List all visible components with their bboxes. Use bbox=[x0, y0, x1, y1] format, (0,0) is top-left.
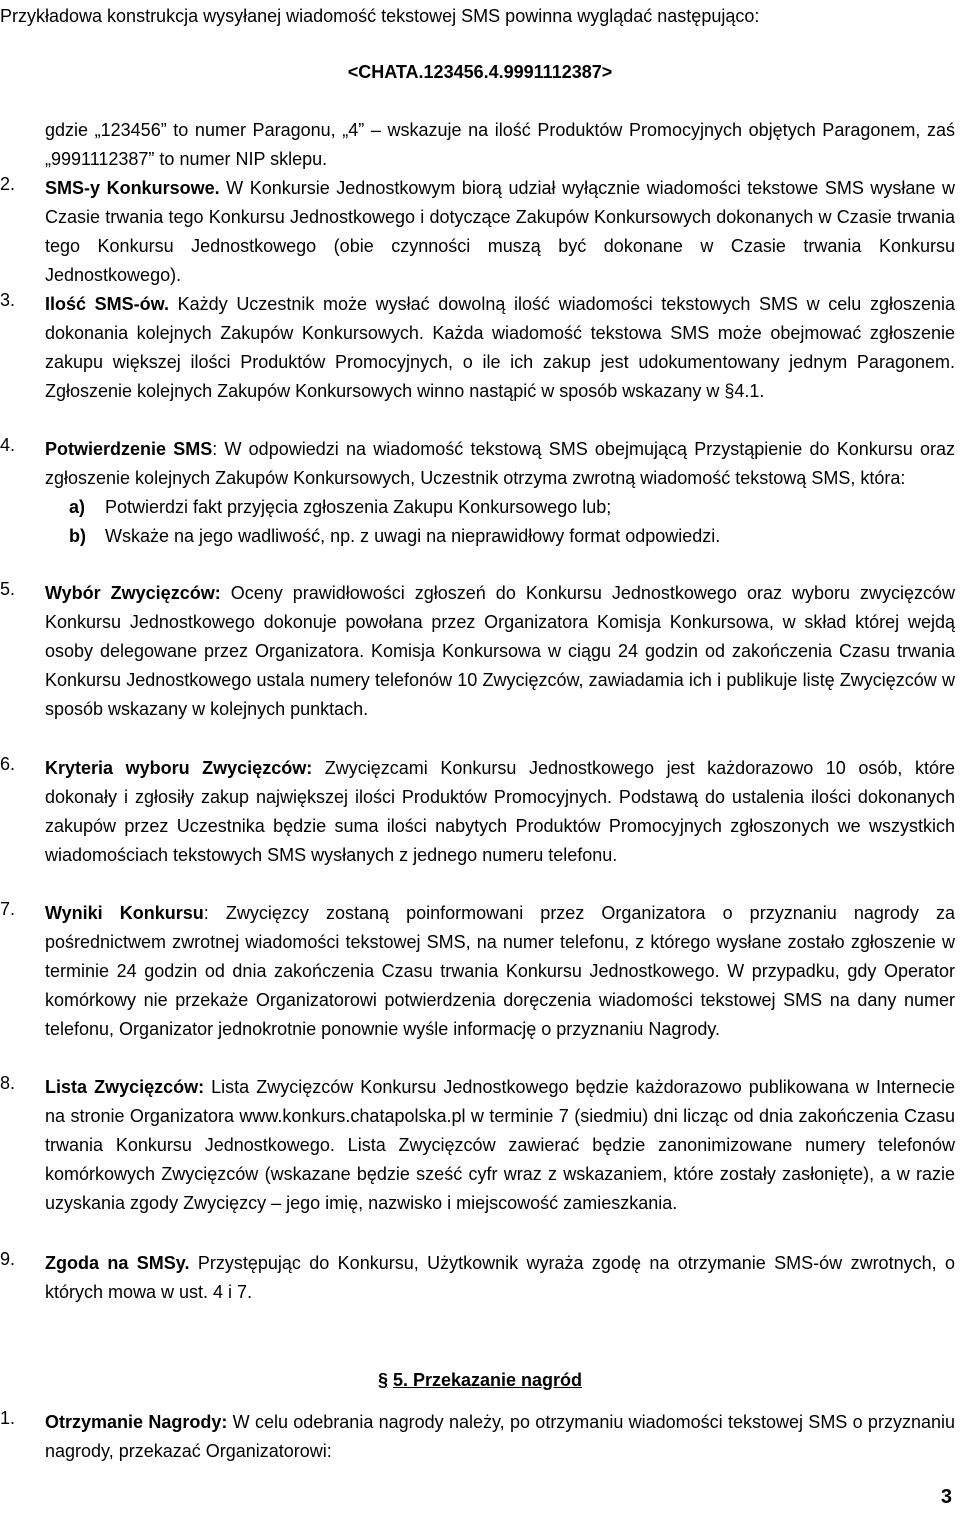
item-number: 3. bbox=[0, 290, 16, 310]
sub-item-letter: a) bbox=[69, 497, 86, 517]
item-title: Otrzymanie Nagrody: bbox=[45, 1412, 228, 1432]
example-explanation: gdzie „123456” to numer Paragonu, „4” – wskazuje na ilość Produktów Promocyjnych objętych Paragonem, zaś „9991112387” to numer NIP sklepu. bbox=[45, 120, 955, 169]
item-number: 2. bbox=[0, 174, 16, 194]
list-item bbox=[0, 435, 955, 551]
item-title: Potwierdzenie SMS bbox=[45, 439, 213, 459]
list-item bbox=[0, 899, 955, 1044]
item-text: Zwycięzcami Konkursu Jednostkowego jest każdorazowo 10 osób, które dokonały i zgłosiły zakup największej ilości Produktów Promocyjnych. Podstawą do ustalenia ilości dokonanych zakupów przez Uczestnika będzie suma ilości nabytych Produktów Promocyjnych zgłoszonych we wszystkich wiadomościach tekstowych SMS wysłanych z jednego numeru telefonu. bbox=[45, 758, 955, 865]
list-item bbox=[0, 579, 955, 724]
item-title: SMS-y Konkursowe. bbox=[45, 178, 220, 198]
section-heading bbox=[0, 1366, 960, 1395]
item-number: 1. bbox=[0, 1408, 16, 1428]
list-item bbox=[0, 1408, 955, 1466]
item-text: Każdy Uczestnik może wysłać dowolną ilość wiadomości tekstowych SMS w celu zgłoszenia dokonania kolejnych Zakupów Konkursowych. Każda wiadomość tekstowa SMS może obejmować zgłoszenie zakupu większej ilości Produktów Promocyjnych, o ile ich zakup jest udokumentowany jednym Paragonem. Zgłoszenie kolejnych Zakupów Konkursowych winno nastąpić w sposób wskazany w §4.1. bbox=[45, 294, 955, 401]
item-number: 6. bbox=[0, 754, 16, 774]
item-text: Przystępując do Konkursu, Użytkownik wyraża zgodę na otrzymanie SMS-ów zwrotnych, o których mowa w ust. 4 i 7. bbox=[45, 1253, 955, 1302]
list-item bbox=[0, 1073, 955, 1218]
sub-item bbox=[69, 522, 955, 551]
item-number: 7. bbox=[0, 899, 16, 919]
item-number: 4. bbox=[0, 435, 16, 455]
section-symbol: § bbox=[377, 1370, 388, 1390]
sub-item bbox=[69, 493, 955, 522]
section-title: 5. Przekazanie nagród bbox=[392, 1370, 583, 1390]
item-text: W celu odebrania nagrody należy, po otrzymaniu wiadomości tekstowej SMS o przyznaniu nagrody, przekazać Organizatorowi: bbox=[45, 1412, 955, 1461]
list-item bbox=[0, 754, 955, 870]
item-number: 9. bbox=[0, 1249, 16, 1269]
item-title: Zgoda na SMSy. bbox=[45, 1253, 190, 1273]
item-number: 5. bbox=[0, 579, 16, 599]
page-number: 3 bbox=[940, 1486, 952, 1508]
list-item bbox=[0, 290, 955, 406]
item-title: Lista Zwycięzców: bbox=[45, 1077, 205, 1097]
sub-item-text: Wskaże na jego wadliwość, np. z uwagi na nieprawidłowy format odpowiedzi. bbox=[105, 526, 721, 546]
intro-paragraph: Przykładowa konstrukcja wysyłanej wiadomość tekstowej SMS powinna wyglądać następująco: bbox=[0, 6, 760, 26]
item-text: W Konkursie Jednostkowym biorą udział wyłącznie wiadomości tekstowe SMS wysłane w Czasie trwania tego Konkursu Jednostkowego i dotyczące Zakupów Konkursowych dokonanych w Czasie trwania tego Konkursu Jednostkowego (obie czynności muszą być dokonane w Czasie trwania Konkursu Jednostkowego). bbox=[45, 178, 956, 285]
item-title: Wybór Zwycięzców: bbox=[45, 583, 221, 603]
item-title: Ilość SMS-ów. bbox=[45, 294, 169, 314]
sub-item-letter: b) bbox=[69, 526, 86, 546]
sms-format-example: <CHATA.123456.4.9991112387> bbox=[347, 62, 613, 82]
item-text: : W odpowiedzi na wiadomość tekstową SMS obejmującą Przystąpienie do Konkursu oraz zgłoszenie kolejnych Zakupów Konkursowych, Uczestnik otrzyma zwrotną wiadomość tekstową SMS, która: bbox=[45, 439, 955, 488]
list-item bbox=[0, 1249, 955, 1307]
item-text: Oceny prawidłowości zgłoszeń do Konkursu Jednostkowego oraz wyboru zwycięzców Konkursu Jednostkowego dokonuje powołana przez Organizatora Komisja Konkursowa, w skład której wejdą osoby delegowane przez Organizatora. Komisja Konkursowa w ciągu 24 godzin od zakończenia Czasu trwania Konkursu Jednostkowego ustala numery telefonów 10 Zwycięzców, zawiadamia ich i publikuje listę Zwycięzców w sposób wskazany w kolejnych punktach. bbox=[45, 583, 956, 719]
item-title: Wyniki Konkursu bbox=[45, 903, 204, 923]
item-text: Lista Zwycięzców Konkursu Jednostkowego będzie każdorazowo publikowana w Internecie na stronie Organizatora www.konkurs.chatapolska.pl w terminie 7 (siedmiu) dni licząc od dnia zakończenia Czasu trwania Konkursu Jednostkowego. Lista Zwycięzców zawierać będzie zanonimizowane numery telefonów komórkowych Zwycięzców (wskazane będzie sześć cyfr wraz z wskazaniem, które zostały zasłonięte), a w razie uzyskania zgody Zwycięzcy – jego imię, nazwisko i miejscowość zamieszkania. bbox=[45, 1077, 955, 1213]
sub-item-text: Potwierdzi fakt przyjęcia zgłoszenia Zakupu Konkursowego lub; bbox=[105, 497, 612, 517]
list-item bbox=[0, 174, 955, 290]
item-number: 8. bbox=[0, 1073, 16, 1093]
item-title: Kryteria wyboru Zwycięzców: bbox=[45, 758, 313, 778]
item-text: : Zwycięzcy zostaną poinformowani przez Organizatora o przyznaniu nagrody za pośrednictwem zwrotnej wiadomości tekstowej SMS, na numer telefonu, z którego wysłane zostało zgłoszenie w terminie 24 godzin od dnia zakończenia Czasu trwania Konkursu Jednostkowego. W przypadku, gdy Operator komórkowy nie przekaże Organizatorowi potwierdzenia doręczenia wiadomości tekstowej SMS na dany numer telefonu, Organizator jednokrotnie ponownie wyśle informację o przyznaniu Nagrody. bbox=[45, 903, 955, 1039]
